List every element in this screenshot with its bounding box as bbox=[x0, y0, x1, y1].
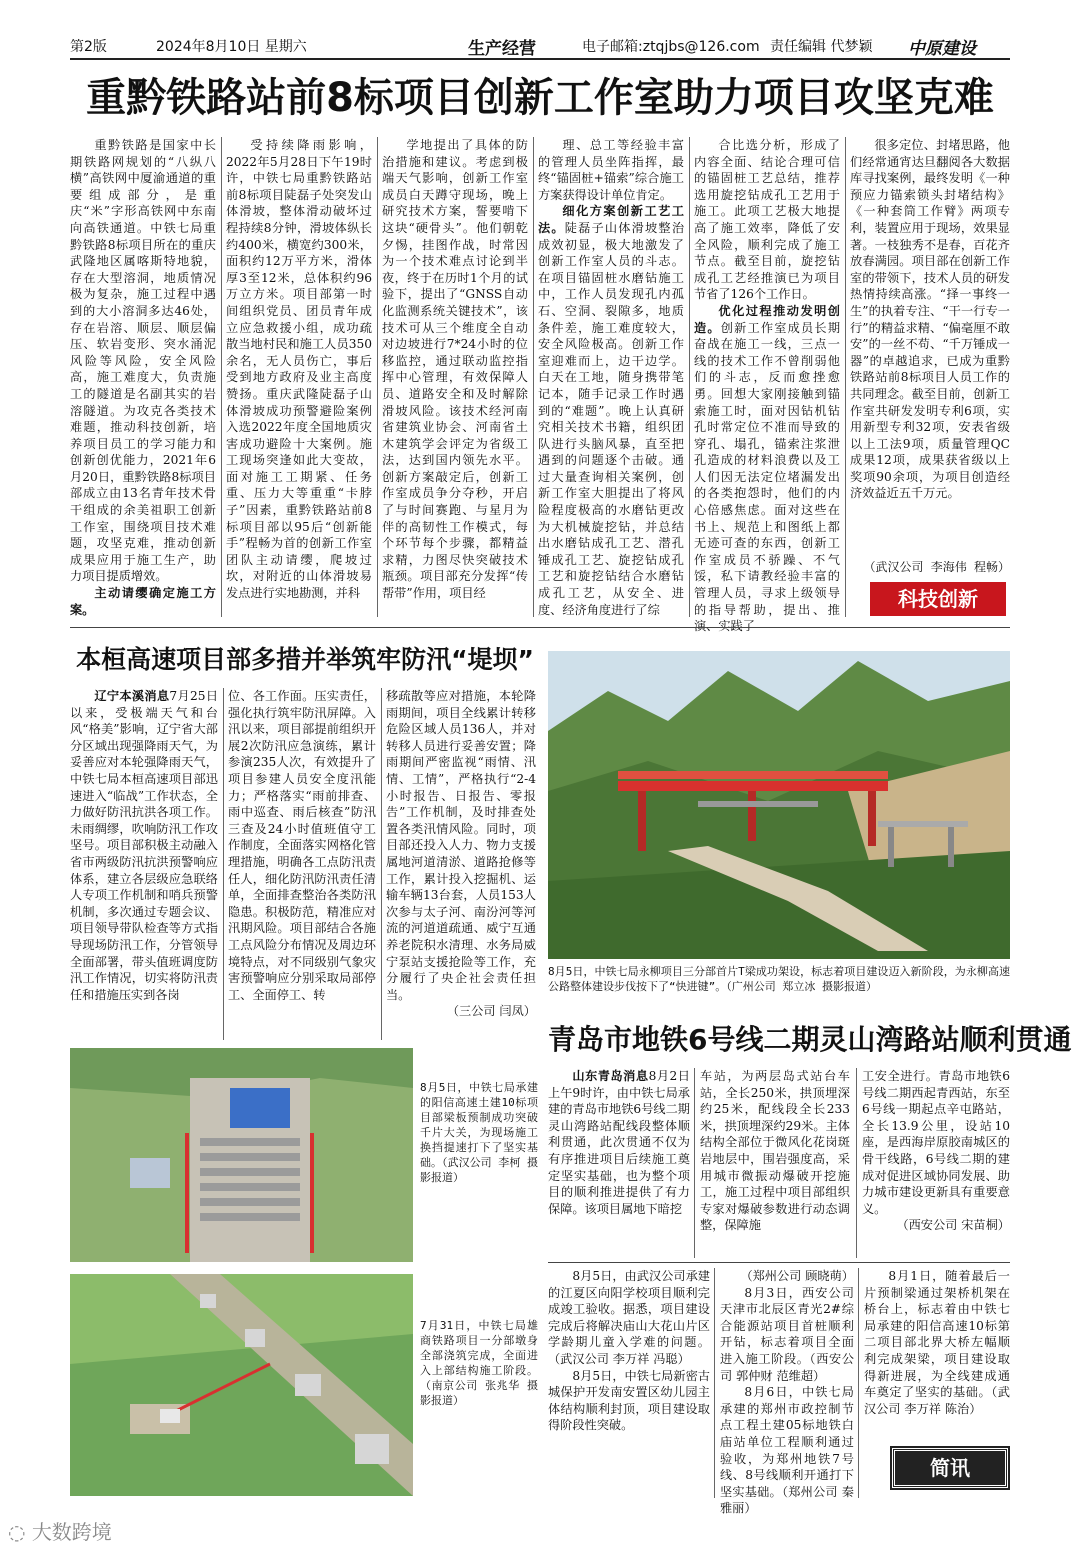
column-divider bbox=[381, 688, 382, 1040]
railway-piers-illustration bbox=[70, 1274, 413, 1496]
article1-column-5 bbox=[694, 137, 840, 617]
email: 电子邮箱:ztqjbs@126.com bbox=[582, 39, 760, 55]
article3-byline: （西安公司 宋苗桐） bbox=[896, 1218, 1010, 1233]
photo-railway-piers bbox=[70, 1274, 413, 1496]
column-divider bbox=[845, 137, 846, 617]
article1-column-6: 很多定位、封堵思路，他们经常通宵达旦翻阅各大数据库寻找案例，最终发明《一种预应力锚索锁头封堵结构》《一种套筒工作臂》两项专利，装置应用于现场，效果显著。一枝独秀不是春，百花齐放春满园。项目部在创新工作室的带领下，技术人员的研发热情持续高涨。“择一事终一生”的执着专注、“干一行专一行”的精益求精、“偏毫厘不敢安”的一丝不苟、“千万锤成一器”的卓越追求，已成为重黔铁路站前8标项目人员工作的共同理念。截至目前，创新工作室共研发发明专利6项，实用新型专利32项，安表省级以上工法9项，质量管理QC成果12项，成果获省级以上奖项90余项，为项目创造经济效益近五千万元。 bbox=[850, 138, 1010, 501]
article2-byline: （三公司 闫凤） bbox=[446, 1004, 536, 1019]
article1-column-2: 受持续降雨影响，2022年5月28日下午19时许，中铁七局重黔铁路站前8标项目陡磊子处突发山体滑坡，整体滑动破坏过程持续8分钟，滑坡体纵长约400米，横宽约300米，面积约12万平方米，滑体厚3至12米，总体积约96万立方米。项目部第一时间组织党员、团员青年成立应急救援小组，成功疏散当地村民和施工人员350余名，无人员伤亡，事后受到地方政府及业主高度赞扬。重庆武隆陡磊子山体滑坡成功预警避险案例入选2022年度全国地质灾害成功避险十大案例。施工现场突逢如此大变故，面对施工工期紧、任务重、压力大等重重“卡脖子”因素，重黔铁路站前8标项目部以95后“创新能手”程畅为首的创新工作室团队主动请缨，爬坡过坎，对附近的山体滑坡易发点进行实地勘测，并科 bbox=[226, 138, 372, 601]
photo-precast-yard bbox=[70, 1048, 413, 1262]
article1-column-3: 学地提出了具体的防治措施和建议。考虑到极端天气影响，创新工作室成员白天蹲守现场，晚上研究技术方案，誓要啃下这块“硬骨头”。他们朝乾夕惕，挂图作战，时常因为一个技术难点讨论到半夜，终于在历时1个月的试验下，提出了“GNSS自动化监测系统关键技术”，该技术可从三个维度全自动对边坡进行7*24小时的位移监控，通过联动监控指挥中心管理，有效保障人员、道路安全和及时解除滑坡风险。该技术经河南省建筑业协会、河南省土木建筑学会评定为省级工法，达到国内领先水平。创新方案敲定后，创新工作室成员争分夺秒，开启了与时间赛跑、与星月为伴的高韧性工作模式，每个环节每个步骤，都精益求精，力图尽快突破技术瓶颈。项目部充分发挥“传帮带”作用，项目经 bbox=[382, 138, 528, 601]
brief-3: 8月3日，西安公司天津市北辰区青光2#综合能源站项目首桩顺利开钻，标志着项目全面进入施工阶段。（西安公司 郭仲财 范维超） bbox=[720, 1285, 854, 1383]
article3-column-3 bbox=[862, 1068, 1010, 1258]
column-divider bbox=[694, 1068, 695, 1258]
article3-col3-text: 工安全进行。青岛市地铁6号线二期西起青西站，东至6号线一期起点辛屯路站，全长13.9公里，设站10座，是西海岸原胶南城区的骨干线路，6号线二期的建成对促进区域协同发展、助力城市建设更新具有重要意义。 bbox=[862, 1069, 1010, 1216]
precast-yard-illustration bbox=[70, 1048, 413, 1262]
brief-2: 8月5日，中铁七局新密古城保护开发南安置区幼儿园主体结构顺利封顶，项目建设取得阶段性突破。 bbox=[548, 1368, 710, 1433]
column-divider bbox=[377, 137, 378, 617]
article3-column-2: 车站，为两层岛式站台车站，全长250米，拱顶埋深约25米，配线段全长233米，拱顶埋深约29米。主体结构全部位于微风化花岗斑岩地层中，围岩强度高，采用城市微振动爆破开挖施工，施工过程中项目部组织专家对爆破参数进行动态调整，保障施 bbox=[700, 1069, 850, 1233]
brief-1: 8月5日，由武汉公司承建的江夏区向阳学校项目顺利完成竣工验收。据悉，项目建设完成后将解决庙山大花山片区学龄期儿童入学难的问题。（武汉公司 李万祥 冯聪） bbox=[548, 1269, 710, 1366]
brief-4: 8月6日，中铁七局承建的郑州市政控制节点工程土建05标地铁白庙站单位工程顺利通过验收，为郑州地铁7号线、8号线顺利开通打下坚实基础。（郑州公司 秦雅丽） bbox=[720, 1385, 854, 1516]
watermark-icon: ◌ bbox=[8, 1520, 32, 1544]
section-name: 生产经营 bbox=[468, 39, 536, 59]
column-divider bbox=[221, 137, 222, 617]
watermark bbox=[8, 1516, 112, 1545]
section-divider bbox=[70, 627, 1010, 628]
science-innovation-stamp: 科技创新 bbox=[870, 582, 1006, 616]
article3-headline: 青岛市地铁6号线二期灵山湾路站顺利贯通 bbox=[548, 1023, 1072, 1056]
brief-2-byline: （郑州公司 顾晓萌） bbox=[740, 1269, 854, 1283]
masthead-bar bbox=[70, 36, 1010, 60]
bridge-photo-illustration bbox=[548, 651, 1010, 959]
article1-col1-text: 重黔铁路是国家中长期铁路网规划的“八纵八横”高铁网中厦渝通道的重要组成部分，是重庆“米”字形高铁网中东南向高铁通道。中铁七局重黔铁路8标项目所在的重庆武隆地区属喀斯特地貌，存在大型溶洞，地质情况极为复杂，施工过程中遇到的大小溶洞多达46处，存在岩溶、顺层、顺层偏压、软岩变形、突水涌泥风险等风险，安全风险高，施工难度大，负责施工的隧道是名副其实的岩溶隧道。为攻克各类技术难题，推动科技创新，培养项目员工的学习能力和创新创优能力，2021年6月20日，重黔铁路8标项目部成立由13名青年技术骨干组成的余美祖职工创新工作室，围绕项目技术难题，攻坚克难，推动创新成果应用于施工生产，助力项目提质增效。 bbox=[70, 138, 216, 584]
article2-headline: 本桓高速项目部多措并举筑牢防汛“堤坝” bbox=[76, 645, 534, 674]
article1-subhead-3: 优化过程推动发明创造。 bbox=[694, 303, 840, 335]
column-divider bbox=[533, 137, 534, 617]
article2-column-3 bbox=[386, 688, 536, 1040]
article2-column-2: 位、各工作面。压实责任，强化执行筑牢防汛屏障。入汛以来，项目部提前组织开展2次防汛应急演练，累计参演235人次，有效提升了项目参建人员安全度汛能力；严格落实“雨前排查、雨中巡查、雨后核查”防汛三查及24小时值班值守工作制度，全面落实网格化管理措施，明确各工点防汛责任人，细化防汛防汛责任清单，全面排查整治各类防汛隐患。积极防范，精准应对汛期风险。项目部结合各施工点风险分布情况及周边环境特点，对不同级别气象灾害预警响应分别采取局部停工、全面停工、转 bbox=[228, 689, 376, 1002]
article2-dateline: 辽宁本溪消息 bbox=[94, 689, 170, 703]
editor: 责任编辑 代梦颖 bbox=[770, 39, 873, 55]
article3-col1-text: 8月2日上午9时许，由中铁七局承建的青岛市地铁6号线二期灵山湾路站配线段整体顺利贯通，此次贯通不仅为有序推进项目后续施工奠定坚实基础，也为整个项目的顺利推进提供了有力保障。该项目属地下暗挖 bbox=[548, 1069, 690, 1216]
article3-column-1 bbox=[548, 1068, 690, 1258]
brief-column-1 bbox=[548, 1268, 710, 1498]
article1-column-1 bbox=[70, 137, 216, 617]
article1-col4-text: 理、总工等经验丰富的管理人员坐阵指挥，最终“锚固桩+锚索”综合施工方案获得设计单位肯定。 bbox=[538, 138, 684, 202]
column-divider bbox=[858, 1268, 859, 1498]
photo-bridge-girder-erection bbox=[548, 651, 1010, 959]
paper-name: 中原建设 bbox=[908, 39, 976, 59]
article1-subhead-1: 主动请缨确定施工方案。 bbox=[70, 586, 216, 617]
article1-subhead-2: 细化方案创新工艺工法。 bbox=[538, 204, 684, 235]
article1-byline: （武汉公司 李海伟 程畅） bbox=[863, 560, 1010, 574]
article2-column-1 bbox=[70, 688, 218, 1040]
photo-bridge-caption: 8月5日，中铁七局永柳项目三分部首片T梁成功架设，标志着项目建设迈入新阶段，为永柳高速公路整体建设步伐按下了“快进键”。（广州公司 郑立冰 摄影报道） bbox=[548, 965, 1010, 993]
brief-column-2 bbox=[720, 1268, 854, 1516]
briefs-divider bbox=[548, 1262, 1010, 1263]
article1-col5b-text: 创新工作室成员长期奋战在施工一线，三点一线的技术工作不曾削弱他们的斗志，反而愈挫愈勇。回想大家刚接触到锚索施工时，面对因钻机钻孔时常定位不准而导致的穿孔、塌孔，锚索注浆泄孔造成的材料浪费以及工人们因无法定位堵漏发出的各类抱怨时，他们的内心倍感焦虑。面对这些在书上、规范上和图纸上都无迹可查的东西，创新工作室成员不骄躁、不气馁，私下请教经验丰富的管理人员，寻求上级领导的指导帮助，提出、推 bbox=[694, 320, 841, 617]
column-divider bbox=[689, 137, 690, 617]
article2-col3-text: 移疏散等应对措施，本轮降雨期间，项目全线累计转移危险区域人员136人，并对转移人员进行妥善安置；降雨期间严密监视“雨情、汛情、工情”，严格执行“2-4小时报告、日报告、零报告”工作机制，及时排查处置各类汛情风险。同时，项目部还投入人力、物力支援属地河道清淤、道路抢修等工作，累计投入挖掘机、运输车辆13台套，人员153人次参与太子河、南汾河等河流的河道道疏通、威宁互通养老院积水清理、水务局威宁泵站支援抢险等工作，充分履行了央企社会责任担当。 bbox=[386, 689, 536, 1002]
article2-col1-text: 7月25日以来，受极端天气和台风“格美”影响，辽宁省大部分区域出现强降雨天气，为妥善应对本轮强降雨天气，中铁七局本桓高速项目部迅速进入“临战”工作状态，全力做好防汛抗洪各项工作。未雨绸缪，吹响防汛工作攻坚号。项目部积极主动融入省市两级防汛抗洪预警响应体系，建立各层级应急联络人专项工作机制和哨兵预警机制，多次通过专题会议、项目领导带队检查等方式指导现场防汛工作，分管领导全面部署，带头值班调度防汛工作情况，切实将防汛责任和措施压实到各岗 bbox=[70, 689, 219, 1002]
brief-column-3: 8月1日，随着最后一片预制梁通过架桥机架在桥台上，标志着由中铁七局承建的阳信高速10标第二项目部北界大桥左幅顺利完成架梁，项目建设取得新进展，为全线建成通车奠定了坚实的基础。（武汉公司 李万祥 陈治） bbox=[864, 1269, 1010, 1416]
column-divider bbox=[856, 1068, 857, 1258]
photo-precast-caption: 8月5日，中铁七局承建的阳信高速土建10标项目部梁板预制成功突破千片大关，为现场施工换挡提速打下了坚实基础。（武汉公司 李柯 摄影报道） bbox=[420, 1081, 538, 1184]
article3-dateline: 山东青岛消息 bbox=[572, 1069, 649, 1083]
article1-col5-text: 合比选分析，形成了内容全面、结论合理可信的锚固桩工艺总结，推荐选用旋挖钻成孔工艺用于施工。此项工艺极大地提高了施工效率，降低了安全风险，顺利完成了施工节点。截至目前，旋挖钻成孔工艺经推演已为项目节省了126个工作日。 bbox=[694, 138, 840, 302]
briefs-label: 简讯 bbox=[892, 1448, 1008, 1488]
page-number: 第2版 bbox=[70, 39, 107, 55]
article1-column-4 bbox=[538, 137, 684, 617]
photo-piers-caption: 7月31日，中铁七局雄商铁路项目一分部墩身全部浇筑完成，全面进入上部结构施工阶段。（南京公司 张兆华 摄影报道） bbox=[420, 1319, 538, 1407]
article1-headline: 重黔铁路站前8标项目创新工作室助力项目攻坚克难 bbox=[86, 75, 994, 121]
column-divider bbox=[223, 688, 224, 1040]
watermark-text: 大数跨境 bbox=[31, 1520, 112, 1544]
article1-col4b-text: 陡磊子山体滑坡整治成效初显，极大地激发了创新工作室人员的斗志。在项目锚固桩水磨钻施工中，工作人员发现孔内孤石、空洞、裂隙多，地质条件差，施工难度较大，安全风险极高。创新工作室迎难而上，边干边学。白天在工地，随身携带笔记本，随手记录工作时遇到的“难题”。晚上认真研究相关技术书籍，组织团队进行头脑风暴，直至把遇到的问题逐个击破。通过大量查询相关案例，创新工作室大胆提出了将风险程度极高的水磨钻更改为大机械旋挖钻，并总结出水磨钻成孔工艺、潜孔锤成孔工艺、旋挖钻成孔工艺和旋挖钻结合水磨钻成孔工艺，从安全、进度、经济角度进行了综 bbox=[538, 220, 685, 617]
issue-date: 2024年8月10日 星期六 bbox=[156, 39, 307, 55]
column-divider bbox=[714, 1268, 715, 1498]
